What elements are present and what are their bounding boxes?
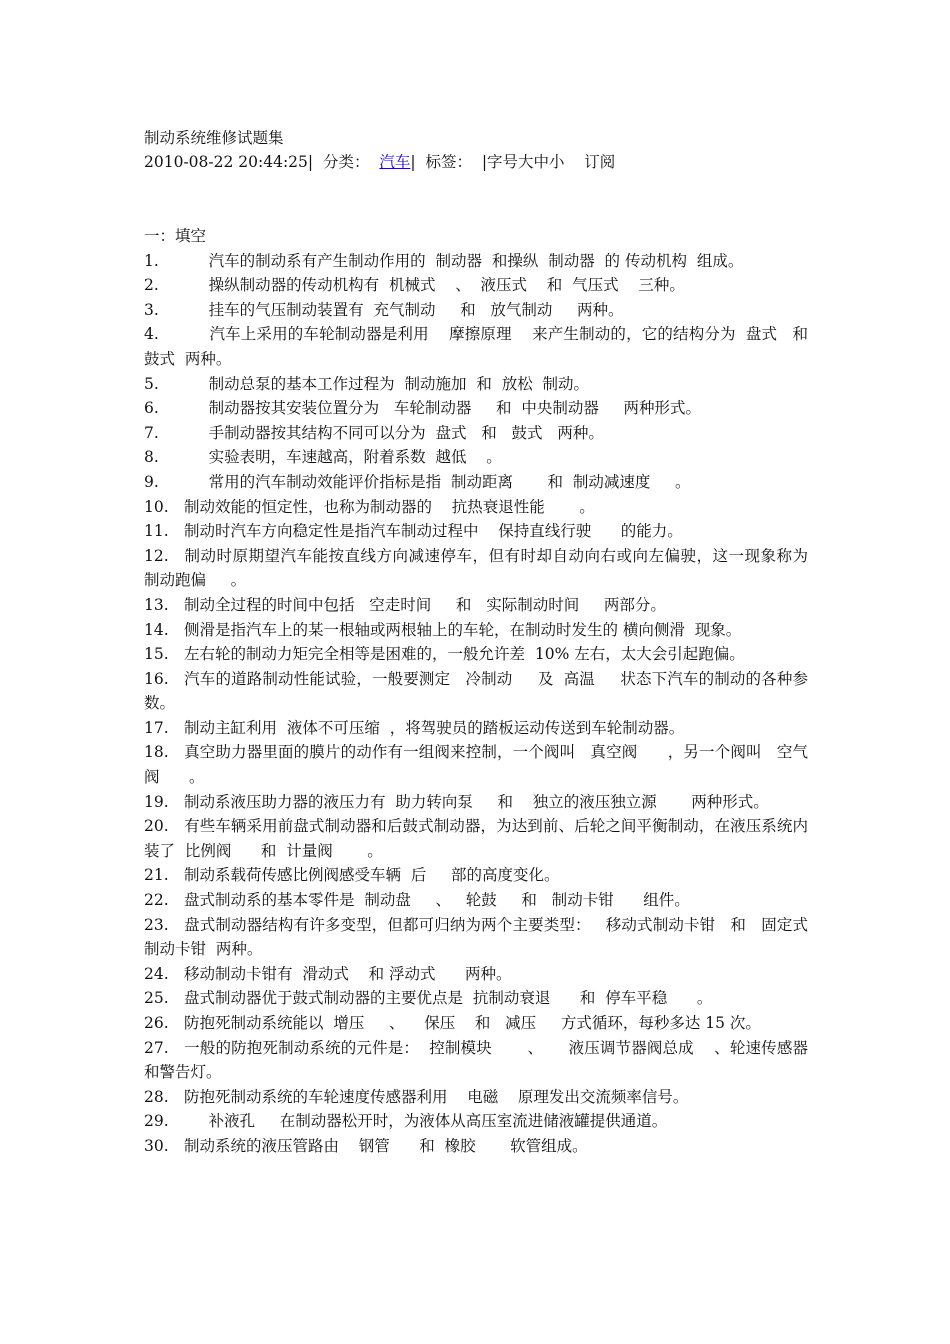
question-number: 26. bbox=[144, 1014, 169, 1032]
question-text: 有些车辆采用前盘式制动器和后鼓式制动器，为达到前、后轮之间平衡制动，在液压系统内装了 比例阀 和 计量阀 。 bbox=[144, 817, 808, 860]
question-number: 13. bbox=[144, 595, 169, 614]
page-title: 制动系统维修试题集 bbox=[144, 129, 284, 147]
category-link[interactable]: 汽车 bbox=[379, 153, 411, 171]
question-number: 21. bbox=[144, 866, 169, 885]
question-number: 30. bbox=[144, 1136, 169, 1155]
question-item bbox=[144, 372, 808, 397]
question-text: 常用的汽车制动效能评价指标是指 制动距离 和 制动减速度 。 bbox=[184, 472, 691, 491]
question-item bbox=[144, 740, 808, 789]
question-item bbox=[144, 396, 808, 421]
question-text: 汽车的道路制动性能试验，一般要测定 冷制动 及 高温 状态下汽车的制动的各种参数。 bbox=[144, 669, 808, 713]
question-text: 侧滑是指汽车上的某一根轴或两根轴上的车轮，在制动时发生的 横向侧滑 现象。 bbox=[184, 620, 742, 639]
question-number: 14. bbox=[144, 620, 169, 639]
question-item bbox=[144, 273, 808, 298]
document-content bbox=[144, 126, 823, 1159]
question-text: 移动制动卡钳有 滑动式 和 浮动式 两种。 bbox=[184, 964, 512, 983]
question-text: 补液孔 在制动器松开时，为液体从高压室流进储液罐提供通道。 bbox=[184, 1112, 668, 1131]
question-number: 11. bbox=[144, 522, 169, 541]
question-item bbox=[144, 863, 808, 888]
post-meta bbox=[144, 150, 808, 174]
question-number: 6. bbox=[144, 399, 159, 418]
question-number: 1. bbox=[144, 251, 159, 270]
question-number: 16. bbox=[144, 669, 169, 688]
question-number: 3. bbox=[144, 300, 159, 319]
question-item bbox=[144, 986, 808, 1011]
question-number: 23. bbox=[144, 915, 169, 934]
question-number: 2. bbox=[144, 276, 159, 295]
question-number: 29. bbox=[144, 1112, 169, 1131]
question-number: 27. bbox=[144, 1038, 169, 1057]
question-number: 18. bbox=[144, 743, 169, 762]
section-title: 一：填空 bbox=[144, 227, 207, 245]
question-item bbox=[144, 642, 808, 667]
question-text: 汽车的制动系有产生制动作用的 制动器 和操纵 制动器 的 传动机构 组成。 bbox=[184, 251, 744, 270]
question-item bbox=[144, 593, 808, 618]
question-text: 汽车上采用的车轮制动器是利用 摩擦原理 来产生制动的，它的结构分为 盘式 和 鼓式 两种。 bbox=[144, 325, 818, 368]
question-item bbox=[144, 544, 823, 593]
question-item bbox=[144, 322, 818, 371]
tags-bar: | 标签： |字号大中小 订阅 bbox=[410, 153, 616, 171]
question-item bbox=[144, 445, 808, 470]
question-number: 4. bbox=[144, 325, 159, 344]
question-item bbox=[144, 913, 808, 962]
question-number: 28. bbox=[144, 1087, 169, 1106]
question-number: 12. bbox=[144, 546, 169, 565]
question-item bbox=[144, 618, 808, 643]
question-text: 操纵制动器的传动机构有 机械式 、 液压式 和 气压式 三种。 bbox=[184, 276, 685, 295]
question-item bbox=[144, 814, 808, 863]
question-number: 24. bbox=[144, 964, 169, 983]
question-item bbox=[144, 298, 808, 323]
question-text: 制动器按其安装位置分为 车轮制动器 和 中央制动器 两种形式。 bbox=[184, 399, 702, 418]
question-text: 一般的防抱死制动系统的元件是： 控制模块 、 液压调节器阀总成 、轮速传感器和警告灯。 bbox=[144, 1038, 808, 1082]
question-text: 制动总泵的基本工作过程为 制动施加 和 放松 制动。 bbox=[184, 374, 590, 393]
question-number: 15. bbox=[144, 645, 169, 664]
question-text: 制动系统的液压管路由 钢管 和 橡胶 软管组成。 bbox=[184, 1136, 588, 1155]
question-number: 17. bbox=[144, 718, 169, 737]
question-item bbox=[144, 519, 808, 544]
question-item bbox=[144, 1036, 808, 1085]
question-number: 10. bbox=[144, 497, 169, 516]
question-text: 制动系载荷传感比例阀感受车辆 后 部的高度变化。 bbox=[184, 866, 560, 885]
question-text: 制动主缸利用 液体不可压缩 ，将驾驶员的踏板运动传送到车轮制动器。 bbox=[184, 718, 685, 737]
question-text: 盘式制动器结构有许多变型，但都可归纳为两个主要类型： 移动式制动卡钳 和 固定式制动卡钳 两种。 bbox=[144, 915, 808, 959]
question-number: 8. bbox=[144, 448, 159, 467]
category-label: 分类： bbox=[323, 153, 370, 171]
question-text: 手制动器按其结构不同可以分为 盘式 和 鼓式 两种。 bbox=[184, 423, 604, 442]
question-number: 20. bbox=[144, 817, 169, 836]
question-item bbox=[144, 421, 808, 446]
question-number: 25. bbox=[144, 989, 169, 1008]
question-text: 防抱死制动系统的车轮速度传感器利用 电磁 原理发出交流频率信号。 bbox=[184, 1087, 689, 1106]
question-item bbox=[144, 716, 808, 741]
question-number: 19. bbox=[144, 792, 169, 811]
question-list bbox=[144, 249, 823, 1159]
question-text: 实验表明，车速越高，附着系数 越低 。 bbox=[184, 448, 502, 467]
question-text: 制动效能的恒定性，也称为制动器的 抗热衰退性能 。 bbox=[184, 497, 595, 516]
question-text: 制动系液压助力器的液压力有 助力转向泵 和 独立的液压独立源 两种形式。 bbox=[184, 792, 769, 811]
question-item bbox=[144, 1134, 808, 1159]
question-item bbox=[144, 790, 808, 815]
fill-in-section bbox=[144, 224, 823, 1159]
question-item bbox=[144, 1109, 808, 1134]
question-number: 7. bbox=[144, 423, 159, 442]
question-text: 制动全过程的时间中包括 空走时间 和 实际制动时间 两部分。 bbox=[184, 595, 666, 614]
question-item bbox=[144, 1085, 808, 1110]
question-item bbox=[144, 667, 808, 716]
question-text: 盘式制动系的基本零件是 制动盘 、 轮鼓 和 制动卡钳 组件。 bbox=[184, 891, 690, 910]
question-item bbox=[144, 1011, 808, 1036]
question-item bbox=[144, 962, 808, 987]
question-text: 制动时汽车方向稳定性是指汽车制动过程中 保持直线行驶 的能力。 bbox=[184, 522, 683, 541]
question-item bbox=[144, 249, 808, 274]
question-text: 防抱死制动系统能以 增压 、 保压 和 减压 方式循环，每秒多达 15 次。 bbox=[184, 1014, 761, 1032]
question-text: 挂车的气压制动装置有 充气制动 和 放气制动 两种。 bbox=[184, 300, 624, 319]
question-number: 9. bbox=[144, 472, 159, 491]
question-text: 制动时原期望汽车能按直线方向减速停车，但有时却自动向右或向左偏驶，这一现象称为 制动跑偏 。 bbox=[144, 546, 823, 590]
question-item bbox=[144, 495, 808, 520]
question-item bbox=[144, 470, 808, 495]
question-item bbox=[144, 888, 808, 913]
question-number: 22. bbox=[144, 891, 169, 910]
post-date: 2010-08-22 20:44:25| bbox=[144, 153, 314, 171]
question-text: 真空助力器里面的膜片的动作有一组阀来控制，一个阀叫 真空阀 ，另一个阀叫 空气阀 。 bbox=[144, 743, 808, 787]
question-number: 5. bbox=[144, 374, 159, 393]
question-text: 盘式制动器优于鼓式制动器的主要优点是 抗制动衰退 和 停车平稳 。 bbox=[184, 989, 713, 1008]
question-text: 左右轮的制动力矩完全相等是困难的，一般允许差 10% 左右，太大会引起跑偏。 bbox=[184, 645, 745, 664]
